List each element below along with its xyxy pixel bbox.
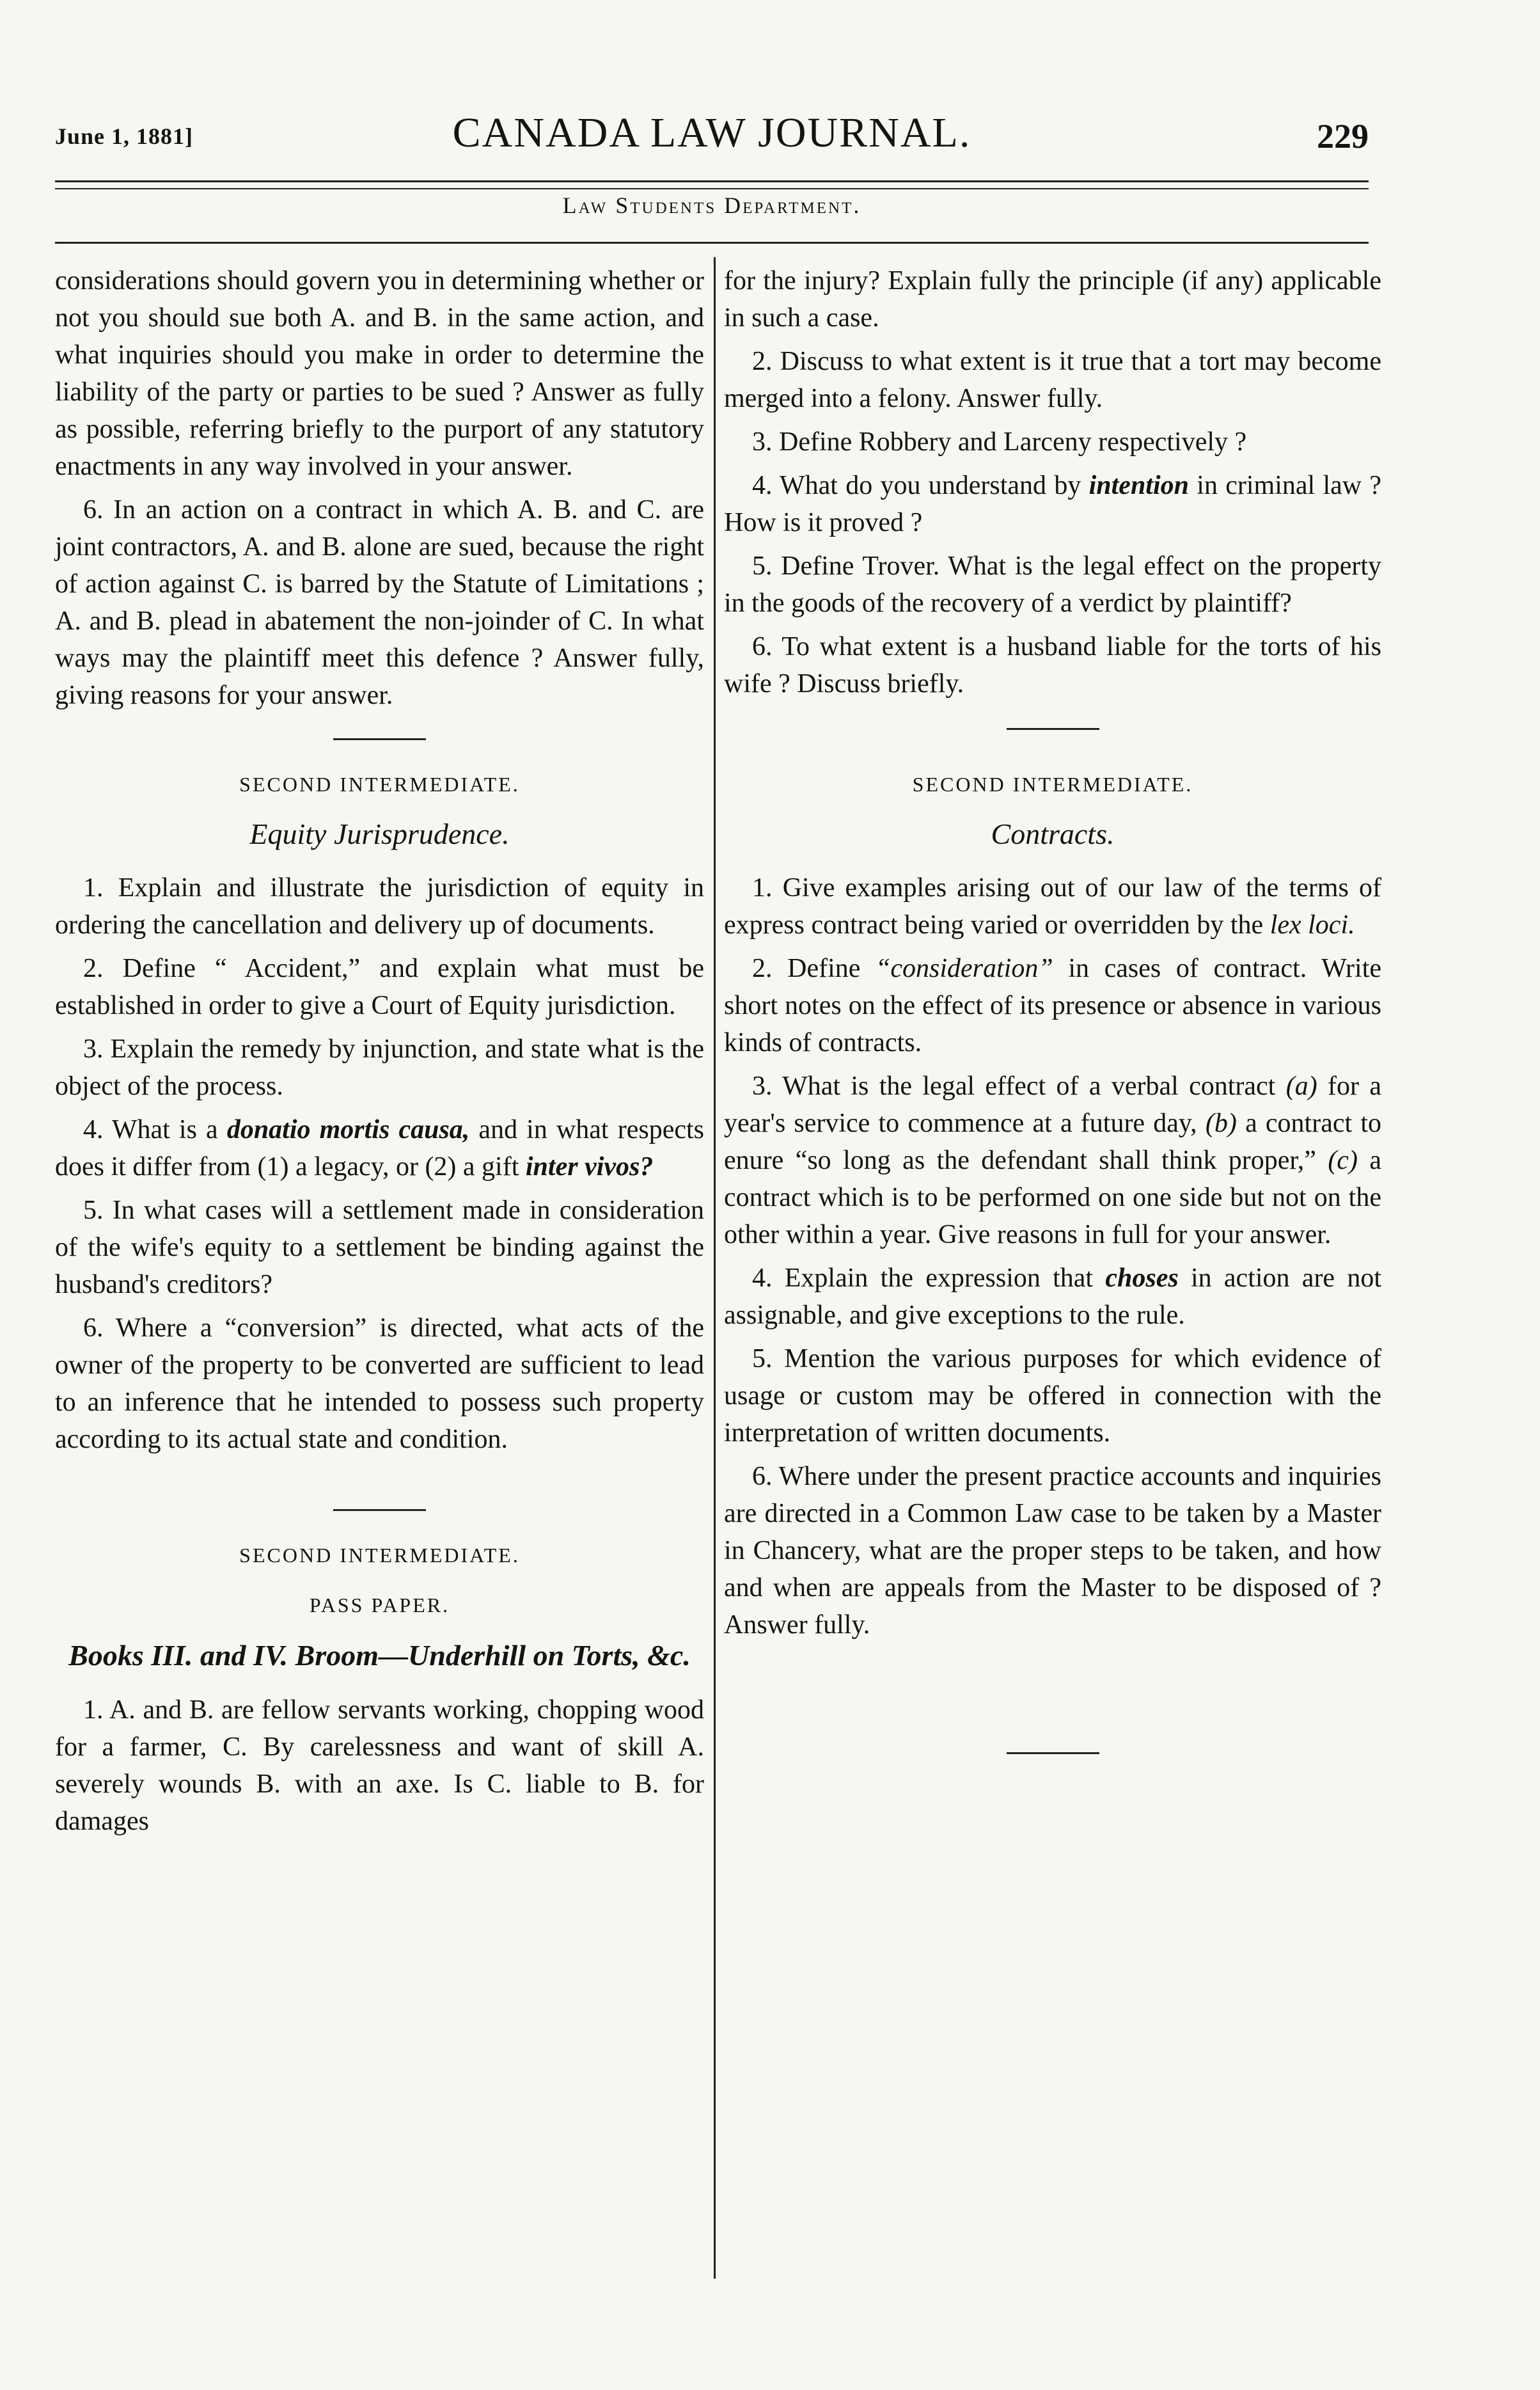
journal-title: CANADA LAW JOURNAL.	[452, 109, 971, 156]
equity-question-1: 1. Explain and illustrate the jurisdiction of equity in ordering the cancellation and delivery up of documents.	[55, 873, 704, 940]
section-divider	[333, 1509, 426, 1511]
torts-question-5: 5. Define Trover. What is the legal effect on the property in the goods of the recovery of a verdict by plaintiff?	[724, 551, 1381, 618]
contracts-question-1	[724, 869, 1381, 944]
contracts-question-4-text-b: in action are not assignable, and give exceptions to the rule.	[724, 1263, 1381, 1330]
page-number: 229	[1317, 117, 1369, 155]
torts-question-4-text-b: in criminal law ? How is it proved ?	[724, 471, 1382, 537]
torts-question-4	[724, 467, 1381, 541]
header-rule-thin	[55, 188, 1369, 189]
torts-question-1-continued: for the injury? Explain fully the principle (if any) applicable in such a case.	[724, 266, 1381, 333]
equity-question-3: 3. Explain the remedy by injunction, and state what is the object of the process.	[55, 1034, 704, 1101]
latin-term-donatio: donatio mortis causa,	[226, 1115, 470, 1144]
term-lex-loci: lex loci.	[1269, 910, 1355, 940]
section-heading-contracts: SECOND INTERMEDIATE.	[912, 773, 1193, 796]
clause-label-a: (a)	[1285, 1072, 1317, 1101]
column-divider	[714, 257, 716, 2279]
equity-question-4-text-a: 4. What is a	[83, 1115, 218, 1144]
department-title: Law Students Department.	[562, 193, 861, 218]
running-head	[55, 109, 1369, 186]
equity-question-6: 6. Where a “conversion” is directed, what acts of the owner of the property to be converted are sufficient to lead to an inference that he intended to possess such property according to its actual state and condition.	[55, 1313, 704, 1454]
right-column	[724, 262, 1381, 1780]
equity-question-2: 2. Define “ Accident,” and explain what must be established in order to give a Court of Equity jurisdiction.	[55, 954, 704, 1020]
left-column	[55, 262, 704, 1846]
clause-label-b: (b)	[1205, 1109, 1237, 1138]
contracts-question-5: 5. Mention the various purposes for which evidence of usage or custom may be offered in connection with the interpretation of written documents.	[724, 1344, 1381, 1448]
subject-contracts: Contracts.	[991, 818, 1115, 850]
contracts-question-3-text-d: a contract which is to be performed on one side but not on the other within a year. Give reasons in full for your answer.	[724, 1146, 1382, 1249]
term-intention: intention	[1088, 471, 1190, 500]
latin-term-inter-vivos: inter vivos?	[525, 1152, 654, 1182]
torts-question-4-text-a: 4. What do you understand by	[752, 471, 1081, 500]
contracts-question-3-text-a: 3. What is the legal effect of a verbal contract	[752, 1072, 1276, 1101]
contracts-question-3	[724, 1068, 1381, 1253]
term-consideration: “consideration”	[876, 954, 1053, 983]
subject-broom-underhill: Books III. and IV. Broom—Underhill on Torts, &c.	[68, 1639, 691, 1672]
contracts-question-4	[724, 1260, 1381, 1334]
contracts-question-2	[724, 950, 1381, 1061]
contracts-question-2-text-b: in cases of contract. Write short notes on the effect of its presence or absence in various kinds of contracts.	[724, 954, 1382, 1057]
continued-question-text: considerations should govern you in determining whether or not you should sue both A. and B. in the same action, and what inquiries should you make in order to determine the liability of the party or parties to be sued ? Answer as fully as possible, referring briefly to the purport of any statutory enactments in any way involved in your answer.	[55, 266, 704, 481]
torts-question-1: 1. A. and B. are fellow servants working, chopping wood for a farmer, C. By carelessness and want of skill A. severely wounds B. with an axe. Is C. liable to B. for damages	[55, 1695, 704, 1836]
equity-question-5: 5. In what cases will a settlement made in consideration of the wife's equity to a settlement be binding against the husband's creditors?	[55, 1196, 704, 1299]
section-divider	[333, 738, 426, 740]
section-divider	[1007, 728, 1099, 730]
section-heading-pass-paper: SECOND INTERMEDIATE.	[239, 1544, 520, 1567]
contracts-question-6: 6. Where under the present practice accounts and inquiries are directed in a Common Law case to be taken by a Master in Chancery, what are the proper steps to be taken, and how and when are appeals from the Master to be disposed of ? Answer fully.	[724, 1462, 1381, 1640]
question-6: 6. In an action on a contract in which A. B. and C. are joint contractors, A. and B. alone are sued, because the right of action against C. is barred by the Statute of Limitations ; A. and B. plead in abatement the non-joinder of C. In what ways may the plaintiff meet this defence ? Answer fully, giving reasons for your answer.	[55, 495, 704, 710]
contracts-question-2-text-a: 2. Define	[752, 954, 861, 983]
equity-question-4	[55, 1111, 704, 1185]
torts-question-3: 3. Define Robbery and Larceny respectively ?	[752, 427, 1247, 457]
torts-question-6: 6. To what extent is a husband liable for the torts of his wife ? Discuss briefly.	[724, 632, 1381, 699]
equity-question-4-text-b: and in what respects does it differ from (1) a legacy, or (2) a gift	[55, 1115, 704, 1182]
contracts-question-3-text-c: a contract to enure “so long as the defendant shall think proper,”	[724, 1109, 1382, 1175]
subject-equity-jurisprudence: Equity Jurisprudence.	[249, 818, 510, 850]
header-rule	[55, 180, 1369, 182]
contracts-question-3-text-b: for a year's service to commence at a future day,	[724, 1072, 1381, 1138]
issue-date: June 1, 1881]	[55, 123, 194, 149]
department-rule	[55, 242, 1369, 244]
pass-paper-label: PASS PAPER.	[309, 1594, 450, 1617]
term-choses: choses	[1105, 1263, 1179, 1293]
end-divider	[1007, 1752, 1099, 1754]
section-heading-equity: SECOND INTERMEDIATE.	[239, 773, 520, 796]
torts-question-2: 2. Discuss to what extent is it true that a tort may become merged into a felony. Answer fully.	[724, 347, 1381, 413]
clause-label-c: (c)	[1328, 1146, 1358, 1175]
contracts-question-1-text: 1. Give examples arising out of our law of the terms of express contract being varied or overridden by the	[724, 873, 1381, 940]
contracts-question-4-text-a: 4. Explain the expression that	[752, 1263, 1094, 1293]
